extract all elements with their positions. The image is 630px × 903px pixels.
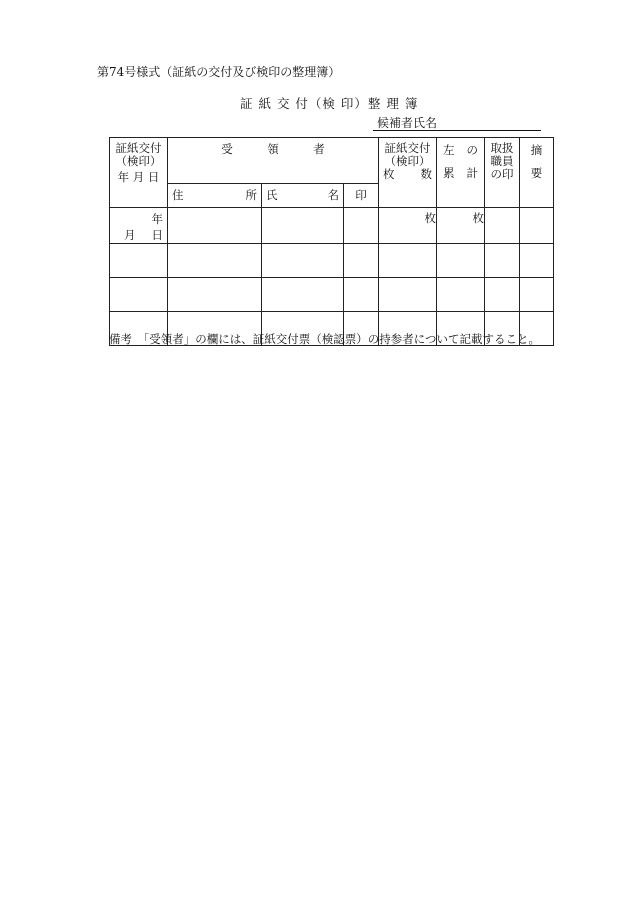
- cell-handler[interactable]: [485, 278, 520, 312]
- cell-remarks[interactable]: [520, 208, 554, 244]
- cell-count[interactable]: [379, 278, 437, 312]
- header-address: 住 所: [168, 184, 262, 208]
- remarks-note: 備考 「受領者」の欄には、証紙交付票（検認票）の持参者について記載すること。: [109, 332, 541, 346]
- cell-address[interactable]: [168, 278, 262, 312]
- header-handler: 取扱 職員 の印: [485, 138, 520, 208]
- header-count: 証紙交付 （検印） 枚 数: [379, 138, 437, 208]
- cell-seal[interactable]: [344, 208, 379, 244]
- candidate-name-field[interactable]: 候補者氏名: [373, 116, 541, 131]
- cell-handler[interactable]: [485, 244, 520, 278]
- cell-address[interactable]: [168, 244, 262, 278]
- cell-seal[interactable]: [344, 278, 379, 312]
- cell-address[interactable]: [168, 208, 262, 244]
- cell-cumulative[interactable]: [437, 278, 485, 312]
- table-header-row: [110, 138, 554, 184]
- cell-count[interactable]: 枚: [379, 208, 437, 244]
- header-seal: 印: [344, 184, 379, 208]
- header-recipient: 受 領 者: [168, 138, 379, 184]
- table-row: [110, 208, 554, 244]
- table-row: [110, 244, 554, 278]
- cell-handler[interactable]: [485, 208, 520, 244]
- cell-cumulative[interactable]: [437, 244, 485, 278]
- page-title: 証 紙 交 付（検 印）整 理 簿: [240, 96, 419, 111]
- cell-date[interactable]: [110, 278, 168, 312]
- cell-date[interactable]: [110, 244, 168, 278]
- header-name: 氏 名: [262, 184, 344, 208]
- cell-cumulative[interactable]: 枚: [437, 208, 485, 244]
- table-row: [110, 278, 554, 312]
- header-remarks: 摘 要: [520, 138, 554, 208]
- cell-name[interactable]: [262, 278, 344, 312]
- cell-remarks[interactable]: [520, 244, 554, 278]
- header-date: 証紙交付 （検印） 年 月 日: [110, 138, 168, 208]
- cell-name[interactable]: [262, 244, 344, 278]
- cell-name[interactable]: [262, 208, 344, 244]
- cell-date[interactable]: 年 月 日: [110, 208, 168, 244]
- cell-remarks[interactable]: [520, 278, 554, 312]
- form-number: 第74号様式（証紙の交付及び検印の整理簿）: [97, 65, 341, 79]
- cell-seal[interactable]: [344, 244, 379, 278]
- cell-count[interactable]: [379, 244, 437, 278]
- header-cumulative: 左 の 累 計: [437, 138, 485, 208]
- register-table: [109, 137, 554, 346]
